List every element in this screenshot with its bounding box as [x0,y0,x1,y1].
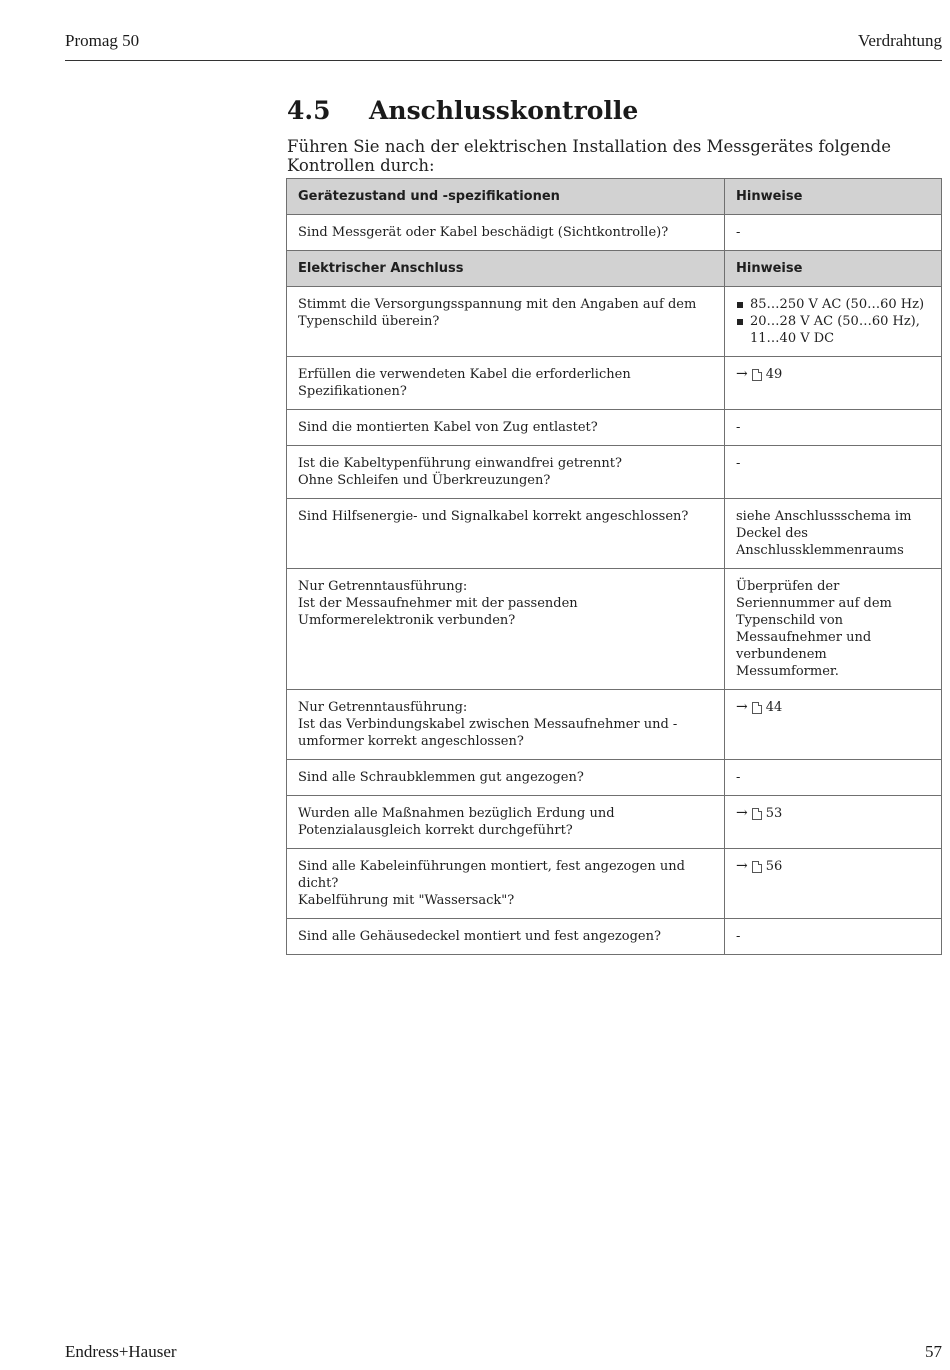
table-row [287,410,942,446]
table-header-row [287,251,942,287]
header-cell-notes: Hinweise [725,251,942,287]
check-question: Stimmt die Versorgungsspannung mit den Angaben auf dem Typenschild überein? [287,287,725,357]
checklist-table [286,178,942,955]
question-line: Nur Getrenntausführung: [298,700,468,715]
table-row [287,287,942,357]
footer-company-name: Endress+Hauser [65,1342,177,1361]
table-row [287,796,942,849]
check-note: - [725,919,942,955]
arrow-right-icon: → [736,858,748,874]
check-note [725,690,942,760]
question-line: Kabelführung mit "Wassersack"? [298,893,515,908]
table-row [287,215,942,251]
header-divider [65,60,942,61]
check-question: Wurden alle Maßnahmen bezüglich Erdung und Potenzialausgleich korrekt durchgeführt? [287,796,725,849]
table-row [287,446,942,499]
page-reference[interactable] [736,699,782,716]
check-note [725,357,942,410]
check-note [725,849,942,919]
check-note: - [725,446,942,499]
page-icon [752,369,762,381]
table-row [287,499,942,569]
check-question [287,849,725,919]
section-heading [287,96,638,125]
check-question: Sind Hilfsenergie- und Signalkabel korrekt angeschlossen? [287,499,725,569]
header-chapter-name: Verdrahtung [857,31,942,50]
check-note: siehe Anschlussschema im Deckel des Anschlussklemmenraums [725,499,942,569]
list-item: 20…28 V AC (50…60 Hz), 11…40 V DC [736,313,930,347]
header-cell-device-condition: Gerätezustand und -spezifikationen [287,179,725,215]
check-question: Sind Messgerät oder Kabel beschädigt (Sichtkontrolle)? [287,215,725,251]
check-note: Überprüfen der Seriennummer auf dem Typenschild von Messaufnehmer und verbundenem Messumformer. [725,569,942,690]
check-note: - [725,760,942,796]
check-question: Sind die montierten Kabel von Zug entlastet? [287,410,725,446]
arrow-right-icon: → [736,366,748,382]
question-line: Ist der Messaufnehmer mit der passenden Umformerelektronik verbunden? [298,596,578,628]
page-icon [752,702,762,714]
intro-paragraph: Führen Sie nach der elektrischen Installation des Messgerätes folgende Kontrollen durch: [287,137,891,175]
page-icon [752,808,762,820]
arrow-right-icon: → [736,805,748,821]
page-reference[interactable] [736,858,782,875]
question-line: Nur Getrenntausführung: [298,579,468,594]
check-note [725,287,942,357]
question-line: Sind alle Kabeleinführungen montiert, fest angezogen und dicht? [298,859,685,891]
page-number: 56 [765,859,783,874]
header-cell-electrical-connection: Elektrischer Anschluss [287,251,725,287]
check-note [725,796,942,849]
check-question: Erfüllen die verwendeten Kabel die erforderlichen Spezifikationen? [287,357,725,410]
voltage-list [736,296,930,347]
table-row [287,760,942,796]
header-cell-notes: Hinweise [725,179,942,215]
table-header-row [287,179,942,215]
check-note: - [725,410,942,446]
check-question: Sind alle Schraubklemmen gut angezogen? [287,760,725,796]
table-row [287,569,942,690]
page-number: 44 [765,700,783,715]
table-row [287,357,942,410]
page-reference[interactable] [736,366,782,383]
check-question [287,569,725,690]
section-title: Anschlusskontrolle [369,96,639,125]
question-line: Ist die Kabeltypenführung einwandfrei getrennt? [298,456,622,471]
list-item: 85…250 V AC (50…60 Hz) [736,296,930,313]
arrow-right-icon: → [736,699,748,715]
check-note: - [725,215,942,251]
table-row [287,690,942,760]
page-number: 53 [765,806,783,821]
question-line: Ohne Schleifen und Überkreuzungen? [298,473,551,488]
page-number: 49 [765,367,783,382]
header-product-name: Promag 50 [65,31,140,50]
table-row [287,849,942,919]
page-reference[interactable] [736,805,782,822]
check-question [287,690,725,760]
question-line: Ist das Verbindungskabel zwischen Messaufnehmer und -umformer korrekt angeschlossen? [298,717,678,749]
page-icon [752,861,762,873]
check-question [287,446,725,499]
table-row [287,919,942,955]
section-number: 4.5 [287,96,331,125]
page-number-footer: 57 [925,1342,942,1361]
check-question: Sind alle Gehäusedeckel montiert und fest angezogen? [287,919,725,955]
